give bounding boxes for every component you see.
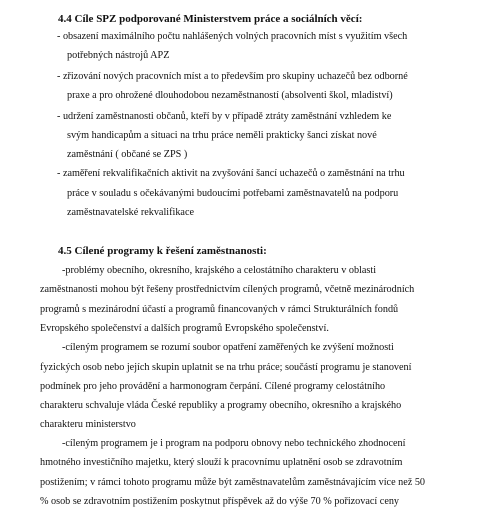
paragraph-line: -cíleným programem je i program na podporu obnovy nebo technického zhodnocení bbox=[62, 438, 406, 449]
list-item-line: - obsazení maximálního počtu nahlášených volných pracovních míst s využitím všech bbox=[57, 31, 408, 42]
paragraph-line: Evropského společenství a dalších programů Evropského společenství. bbox=[40, 323, 329, 334]
paragraph-line: zaměstnanosti mohou být řešeny prostřednictvím cílených programů, včetně mezinárodních bbox=[40, 284, 415, 295]
paragraph-line: -cíleným programem se rozumí soubor opatření zaměřených ke zvýšení možnosti bbox=[62, 342, 394, 353]
section-heading-4-5: 4.5 Cílené programy k řešení zaměstnanosti: bbox=[58, 245, 267, 257]
paragraph-line: programů s mezinárodní účastí a programů financovaných v rámci Strukturálních fondů bbox=[40, 304, 399, 315]
paragraph-line: postižením; v rámci tohoto programu může být zaměstnavatelům zaměstnávajícím více než 50 bbox=[40, 477, 426, 488]
list-item-line: zaměstnání ( občané se ZPS ) bbox=[67, 149, 188, 160]
section-heading-4-4: 4.4 Cíle SPZ podporované Ministerstvem práce a sociálních věcí: bbox=[58, 13, 363, 25]
list-item-line: - udržení zaměstnanosti občanů, kteří by v případě ztráty zaměstnání vzhledem ke bbox=[57, 111, 392, 122]
list-item-line: - zaměření rekvalifikačních aktivit na zvyšování šancí uchazečů o zaměstnání na trhu bbox=[57, 168, 405, 179]
list-item-line: práce v souladu s očekávanými budoucími potřebami zaměstnavatelů na podporu bbox=[67, 188, 399, 199]
paragraph-line: charakteru ministerstvo bbox=[40, 419, 136, 430]
paragraph-line: hmotného investičního majetku, který slouží k pracovnímu uplatnění osob se zdravotním bbox=[40, 457, 403, 468]
paragraph-line: % osob se zdravotním postižením poskytnut příspěvek až do výše 70 % pořizovací ceny bbox=[40, 496, 400, 507]
list-item-line: - zřizování nových pracovních míst a to především pro skupiny uchazečů bez odborné bbox=[57, 71, 408, 82]
paragraph-line: fyzických osob nebo jejích skupin uplatnit se na trhu práce; součástí programu je stanovení bbox=[40, 362, 412, 373]
paragraph-line: podmínek pro jeho provádění a harmonogram čerpání. Cílené programy celostátního bbox=[40, 381, 386, 392]
list-item-line: zaměstnavatelské rekvalifikace bbox=[67, 207, 194, 218]
list-item-line: praxe a pro ohrožené dlouhodobou nezaměstnaností (absolventi škol, mladiství) bbox=[67, 90, 393, 101]
list-item-line: potřebných nástrojů APZ bbox=[67, 50, 170, 61]
paragraph-line: charakteru schvaluje vláda České republiky a programy obecního, okresního a krajského bbox=[40, 400, 402, 411]
list-item-line: svým handicapům a situaci na trhu práce neměli prakticky šanci získat nové bbox=[67, 130, 377, 141]
paragraph-line: -problémy obecního, okresního, krajského a celostátního charakteru v oblasti bbox=[62, 265, 377, 276]
